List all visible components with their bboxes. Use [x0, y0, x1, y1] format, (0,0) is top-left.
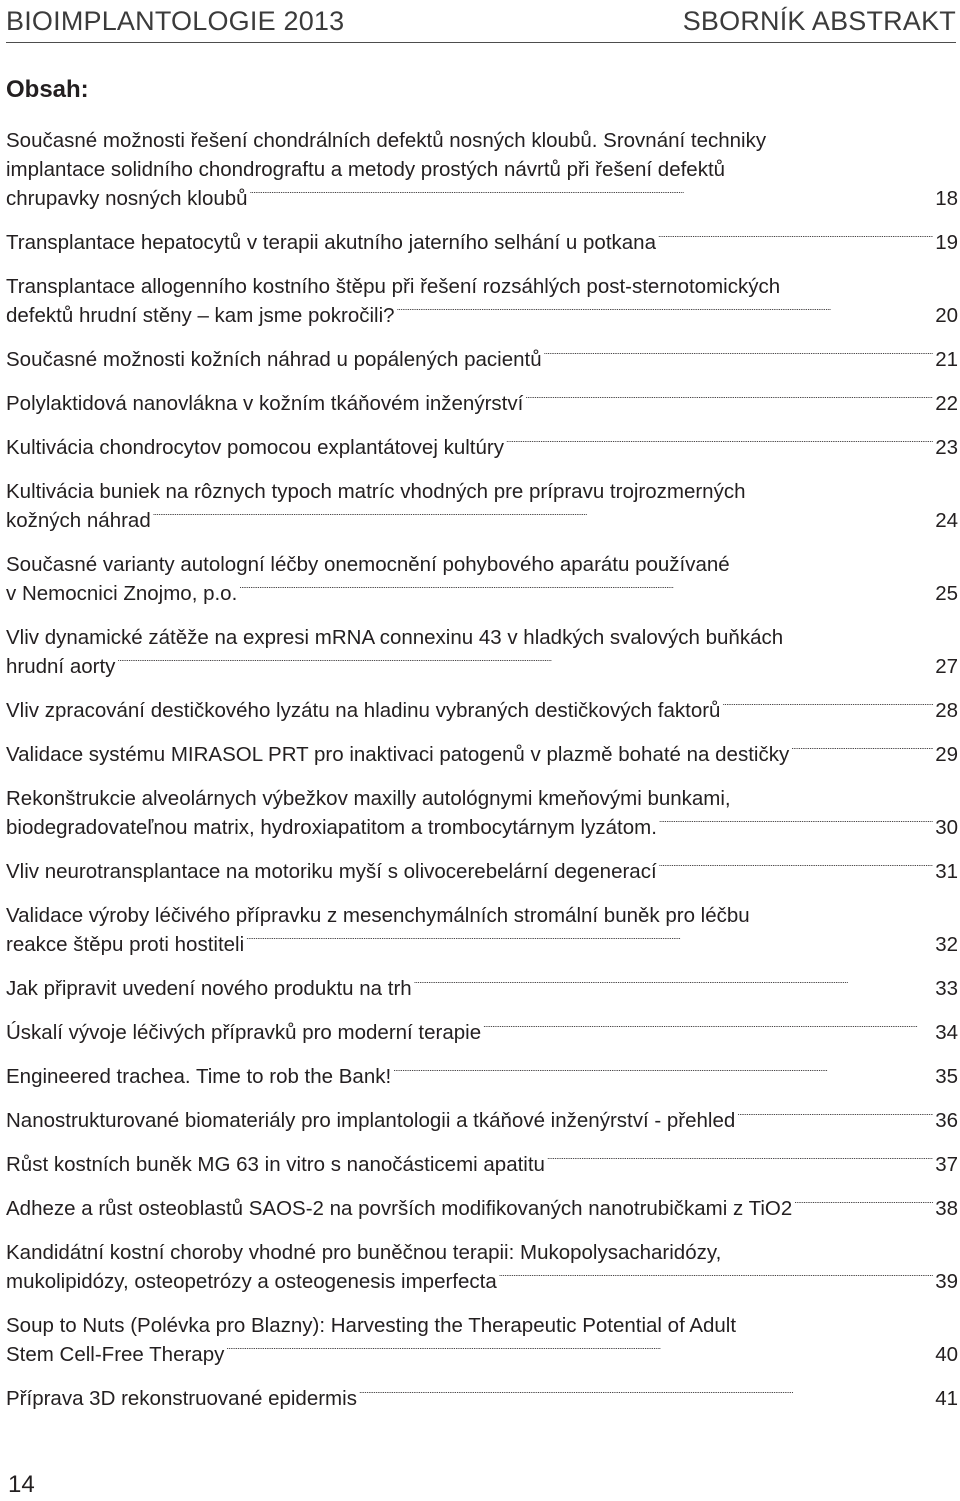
toc-entry[interactable]: [6, 345, 958, 374]
toc-entry-final-line: [6, 652, 958, 681]
toc-entry-title-text: Adheze a růst osteoblastů SAOS-2 na površích modifikovaných nanotrubičkami z TiO2: [6, 1197, 793, 1220]
toc-entry[interactable]: [6, 974, 958, 1003]
dot-leader: [659, 815, 933, 836]
toc-entry[interactable]: [6, 1062, 958, 1091]
toc-entry-page-number: 19: [935, 231, 958, 254]
toc-entry[interactable]: [6, 126, 958, 213]
toc-entry-final-line: [6, 1340, 958, 1369]
toc-entry-final-line: [6, 1106, 958, 1135]
toc-entry-page-number: 34: [935, 1021, 958, 1044]
toc-entry-title-text: defektů hrudní stěny – kam jsme pokročili?: [6, 304, 395, 327]
toc-entry[interactable]: [6, 1150, 958, 1179]
toc-entry-page-number: 30: [935, 816, 958, 839]
toc-entry-final-line: [6, 579, 958, 608]
toc-entry-title-line: Současné varianty autologní léčby onemocnění pohybového aparátu používané: [6, 553, 730, 576]
table-of-contents: [6, 126, 958, 1428]
toc-entry-page-number: 23: [935, 436, 958, 459]
toc-entry-title-text: kožných náhrad: [6, 509, 151, 532]
toc-entry-title-text: Stem Cell-Free Therapy: [6, 1343, 225, 1366]
toc-entry[interactable]: [6, 389, 958, 418]
toc-entry-title-text: Engineered trachea. Time to rob the Bank!: [6, 1065, 392, 1088]
toc-entry-page-number: 32: [935, 933, 958, 956]
toc-entry-final-line: [6, 1062, 958, 1091]
dot-leader: [239, 581, 933, 602]
toc-entry-final-line: [6, 813, 958, 842]
dot-leader: [483, 1020, 933, 1041]
toc-entry[interactable]: [6, 696, 958, 725]
toc-entry-title-text: Vliv zpracování destičkového lyzátu na hladinu vybraných destičkových faktorů: [6, 699, 721, 722]
toc-entry-final-line: [6, 974, 958, 1003]
toc-entry-title-line: Vliv dynamické zátěže na expresi mRNA connexinu 43 v hladkých svalových buňkách: [6, 626, 784, 649]
toc-entry[interactable]: [6, 1384, 958, 1413]
toc-entry-title-line: implantace solidního chondrograftu a metody prostých návrtů při řešení defektů: [6, 158, 726, 181]
dot-leader: [246, 932, 933, 953]
toc-entry-page-number: 37: [935, 1153, 958, 1176]
dot-leader: [393, 1064, 933, 1085]
toc-entry[interactable]: [6, 901, 958, 959]
dot-leader: [547, 1152, 933, 1173]
toc-entry[interactable]: [6, 1106, 958, 1135]
toc-entry-page-number: 18: [935, 187, 958, 210]
toc-entry-page-number: 41: [935, 1387, 958, 1410]
dot-leader: [153, 508, 933, 529]
toc-entry-final-line: [6, 696, 958, 725]
header-right-title: SBORNÍK ABSTRAKT: [682, 5, 956, 36]
dot-leader: [658, 230, 933, 251]
toc-entry-page-number: 29: [935, 743, 958, 766]
toc-entry-page-number: 22: [935, 392, 958, 415]
toc-entry[interactable]: [6, 623, 958, 681]
toc-entry-page-number: 40: [935, 1343, 958, 1366]
toc-entry[interactable]: [6, 1018, 958, 1047]
toc-entry-title-line: Transplantace allogenního kostního štěpu při řešení rozsáhlých post-sternotomických: [6, 275, 781, 298]
dot-leader: [525, 391, 933, 412]
toc-entry-title-line: Kultivácia buniek na rôznych typoch matríc vhodných pre prípravu trojrozmerných: [6, 480, 746, 503]
toc-entry-title-line: Soup to Nuts (Polévka pro Blazny): Harvesting the Therapeutic Potential of Adult: [6, 1314, 737, 1337]
dot-leader: [226, 1342, 933, 1363]
toc-entry-title-text: Nanostrukturované biomateriály pro implantologii a tkáňové inženýrství - přehled: [6, 1109, 736, 1132]
dot-leader: [414, 976, 933, 997]
toc-entry-title-text: Růst kostních buněk MG 63 in vitro s nanočásticemi apatitu: [6, 1153, 545, 1176]
toc-entry-final-line: [6, 930, 958, 959]
toc-entry-title-text: Příprava 3D rekonstruované epidermis: [6, 1387, 357, 1410]
dot-leader: [499, 1269, 933, 1290]
toc-entry[interactable]: [6, 433, 958, 462]
dot-leader: [397, 303, 934, 324]
toc-entry[interactable]: [6, 228, 958, 257]
toc-entry-page-number: 38: [935, 1197, 958, 1220]
toc-entry-page-number: 28: [935, 699, 958, 722]
dot-leader: [506, 435, 933, 456]
toc-entry-page-number: 21: [935, 348, 958, 371]
running-header: [6, 0, 956, 43]
toc-entry-title-text: v Nemocnici Znojmo, p.o.: [6, 582, 238, 605]
dot-leader: [544, 347, 934, 368]
toc-entry-title-text: hrudní aorty: [6, 655, 116, 678]
page-number: 14: [8, 1471, 35, 1498]
toc-entry-page-number: 24: [935, 509, 958, 532]
dot-leader: [359, 1386, 933, 1407]
toc-entry-final-line: [6, 433, 958, 462]
toc-entry[interactable]: [6, 477, 958, 535]
toc-entry-title-line: Kandidátní kostní choroby vhodné pro buněčnou terapii: Mukopolysacharidózy,: [6, 1241, 722, 1264]
toc-entry-page-number: 31: [935, 860, 958, 883]
toc-entry[interactable]: [6, 1238, 958, 1296]
toc-entry-final-line: [6, 228, 958, 257]
toc-entry-title-text: biodegradovateľnou matrix, hydroxiapatitom a trombocytárnym lyzátom.: [6, 816, 657, 839]
toc-entry-title-text: Polylaktidová nanovlákna v kožním tkáňovém inženýrství: [6, 392, 524, 415]
toc-entry-final-line: [6, 1384, 958, 1413]
toc-entry-final-line: [6, 1018, 958, 1047]
dot-leader: [791, 742, 933, 763]
toc-entry-page-number: 20: [935, 304, 958, 327]
toc-entry-final-line: [6, 184, 958, 213]
toc-entry-final-line: [6, 345, 958, 374]
toc-entry-final-line: [6, 740, 958, 769]
toc-entry-title-text: mukolipidózy, osteopetrózy a osteogenesis imperfecta: [6, 1270, 497, 1293]
toc-entry-page-number: 27: [935, 655, 958, 678]
toc-entry-page-number: 36: [935, 1109, 958, 1132]
toc-entry-title-text: chrupavky nosných kloubů: [6, 187, 248, 210]
toc-entry-title-line: Rekonštrukcie alveolárnych výbežkov maxilly autológnymi kmeňovými bunkami,: [6, 787, 731, 810]
dot-leader: [722, 698, 933, 719]
toc-entry[interactable]: [6, 857, 958, 886]
dot-leader: [794, 1196, 933, 1217]
dot-leader: [737, 1108, 933, 1129]
toc-entry-page-number: 33: [935, 977, 958, 1000]
toc-entry[interactable]: [6, 1194, 958, 1223]
toc-entry-title-text: reakce štěpu proti hostiteli: [6, 933, 245, 956]
toc-entry-title-text: Úskalí vývoje léčivých přípravků pro moderní terapie: [6, 1021, 482, 1044]
toc-entry-title-text: Současné možnosti kožních náhrad u popálených pacientů: [6, 348, 542, 371]
toc-entry-title-text: Transplantace hepatocytů v terapii akutního jaterního selhání u potkana: [6, 231, 656, 254]
toc-entry-final-line: [6, 389, 958, 418]
toc-entry-page-number: 25: [935, 582, 958, 605]
dot-leader: [117, 654, 933, 675]
toc-entry-final-line: [6, 857, 958, 886]
toc-entry[interactable]: [6, 784, 958, 842]
toc-entry-final-line: [6, 1150, 958, 1179]
toc-entry-final-line: [6, 1194, 958, 1223]
toc-entry[interactable]: [6, 550, 958, 608]
toc-entry-final-line: [6, 506, 958, 535]
toc-entry-title-text: Jak připravit uvedení nového produktu na trh: [6, 977, 412, 1000]
header-left-title: BIOIMPLANTOLOGIE 2013: [6, 5, 345, 36]
toc-entry-final-line: [6, 301, 958, 330]
dot-leader: [659, 859, 934, 880]
toc-entry-title-line: Současné možnosti řešení chondrálních defektů nosných kloubů. Srovnání techniky: [6, 129, 767, 152]
toc-entry-title-text: Kultivácia chondrocytov pomocou explantátovej kultúry: [6, 436, 504, 459]
toc-entry-final-line: [6, 1267, 958, 1296]
toc-entry-title-text: Validace systému MIRASOL PRT pro inaktivaci patogenů v plazmě bohaté na destičky: [6, 743, 790, 766]
toc-entry[interactable]: [6, 272, 958, 330]
toc-heading: Obsah:: [6, 76, 89, 103]
toc-entry[interactable]: [6, 1311, 958, 1369]
toc-entry-page-number: 39: [935, 1270, 958, 1293]
toc-entry-title-text: Vliv neurotransplantace na motoriku myší s olivocerebelární degenerací: [6, 860, 657, 883]
dot-leader: [250, 186, 934, 207]
toc-entry-page-number: 35: [935, 1065, 958, 1088]
toc-entry[interactable]: [6, 740, 958, 769]
toc-entry-title-line: Validace výroby léčivého přípravku z mesenchymálních stromální buněk pro léčbu: [6, 904, 750, 927]
